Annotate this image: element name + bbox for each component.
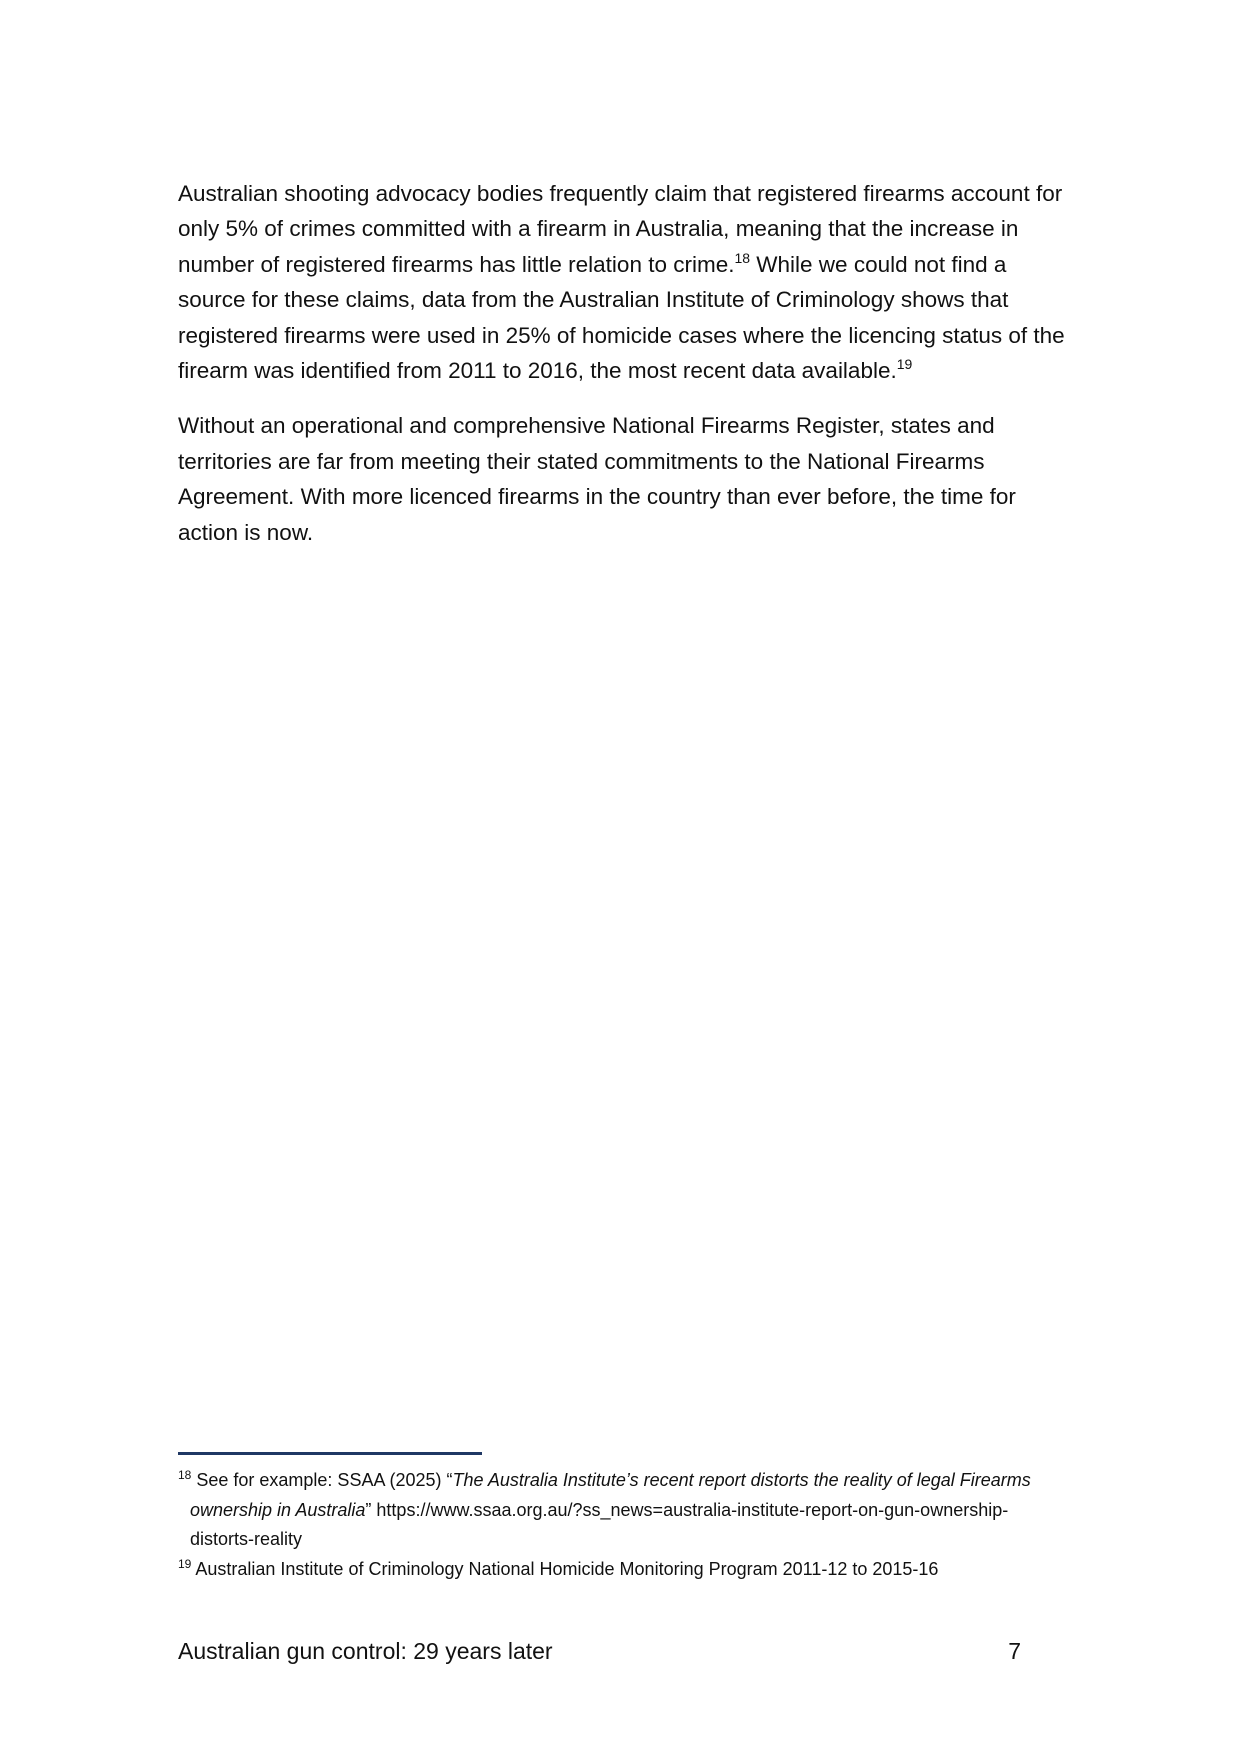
footnote-separator [178,1452,482,1455]
footnote-19-text: Australian Institute of Criminology National Homicide Monitoring Program 2011-12 to 2015-16 [191,1558,939,1579]
paragraph-1-text-b: While we could not find a source for these claims, data from the Australian Institute of Criminology shows that registered firearms were used in 25% of homicide cases where the licencing status of the firearm was identified from 2011 to 2016, the most recent data available. [178,251,1065,384]
paragraph-1 [178,176,1073,388]
page-number: 7 [1008,1638,1021,1664]
footnote-18-prefix: See for example: SSAA (2025) “ [191,1470,453,1490]
footnotes [178,1466,1058,1584]
page-footer [178,1636,1021,1666]
paragraph-1-text-a: Australian shooting advocacy bodies frequently claim that registered firearms account for only 5% of crimes committed with a firearm in Australia, meaning that the increase in number of registered firearms has little relation to crime. [178,181,1063,277]
footer-title: Australian gun control: 29 years later [178,1638,553,1664]
footnote-19 [178,1555,1058,1585]
footnote-ref-19[interactable]: 19 [896,356,913,373]
main-body [178,176,1073,570]
footnote-number: 19 [178,1556,192,1571]
paragraph-2: Without an operational and comprehensive National Firearms Register, states and territories are far from meeting their stated commitments to the National Firearms Agreement. With more licenced firearms in the country than ever before, the time for action is now. [178,413,1016,545]
footnote-number: 18 [178,1468,192,1482]
footnote-18-suffix[interactable]: ” https://www.ssaa.org.au/?ss_news=australia-institute-report-on-gun-ownership-distorts-reality [190,1499,1009,1549]
footnote-18 [178,1466,1058,1555]
footnote-ref-18[interactable]: 18 [734,249,751,266]
footnote-18-title: The Australia Institute’s recent report distorts the reality of legal Firearms ownership in Australia [190,1470,1031,1520]
